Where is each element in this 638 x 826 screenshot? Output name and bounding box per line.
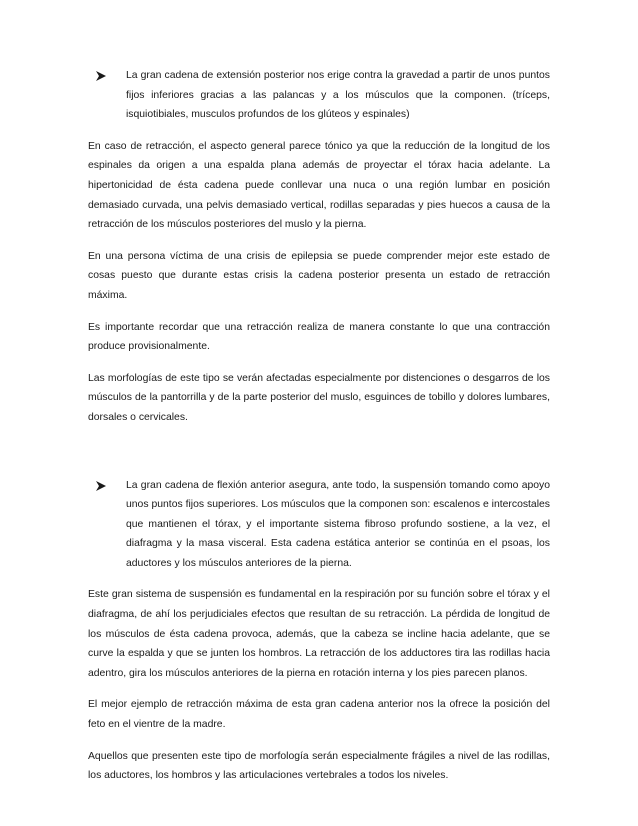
- paragraph: Las morfologías de este tipo se verán afectadas especialmente por distenciones o desgarros de los músculos de la pantorrilla y de la parte posterior del muslo, esguinces de tobillo y dolores lumbares, dorsales o cervicales.: [88, 372, 550, 423]
- paragraph: El mejor ejemplo de retracción máxima de esta gran cadena anterior nos la ofrece la posición del feto en el vientre de la madre.: [88, 699, 550, 731]
- bullet-item-anterior-chain: [88, 476, 550, 574]
- bullet-text: La gran cadena de extensión posterior nos erige contra la gravedad a partir de unos puntos fijos inferiores gracias a las palancas y a los músculos que la componen. (tríceps, isquiotibiales, musculos profundos de los glúteos y espinales): [126, 70, 550, 121]
- paragraph: Este gran sistema de suspensión es fundamental en la respiración por su función sobre el tórax y el diafragma, de ahí los perjudiciales efectos que resultan de su retracción. La pérdida de longitud de los músculos de ésta cadena provoca, además, que la cabeza se incline hacia adelante, que se curve la espalda y que se junten los hombros. La retracción de los adductores tira las rodillas hacia adentro, gira los músculos anteriores de la pierna en rotación interna y los pies parecen planos.: [88, 589, 550, 679]
- bullet-text: La gran cadena de flexión anterior asegura, ante todo, la suspensión tomando como apoyo unos puntos fijos superiores. Los músculos que la componen son: escalenos e intercostales que mantienen el tórax, y el importante sistema fibroso profundo sostiene, a la vez, el diafragma y la masa visceral. Esta cadena estática anterior se continúa en el psoas, los aductores y los músculos anteriores de la pierna.: [126, 479, 550, 569]
- paragraph: En una persona víctima de una crisis de epilepsia se puede comprender mejor este estado de cosas puesto que durante estas crisis la cadena posterior presenta un estado de retracción máxima.: [88, 250, 550, 301]
- section-spacer: [88, 440, 550, 476]
- arrowhead-bullet-icon: [96, 481, 106, 491]
- paragraph: Aquellos que presenten este tipo de morfología serán especialmente frágiles a nivel de las rodillas, los aductores, los hombros y las articulaciones vertebrales a todos los niveles.: [88, 750, 550, 782]
- bullet-item-posterior-chain: [88, 66, 550, 125]
- arrowhead-bullet-icon: [96, 71, 106, 81]
- paragraph: Es importante recordar que una retracción realiza de manera constante lo que una contracción produce provisionalmente.: [88, 321, 550, 353]
- document-body: [88, 66, 550, 798]
- paragraph: En caso de retracción, el aspecto general parece tónico ya que la reducción de la longitud de los espinales da origen a una espalda plana además de proyectar el tórax hacia adelante. La hipertonicidad de ésta cadena puede conllevar una nuca o una región lumbar en posición demasiado curvada, una pelvis demasiado vertical, rodillas separadas y pies huecos a causa de la retracción de los músculos posteriores del muslo y la pierna.: [88, 140, 550, 231]
